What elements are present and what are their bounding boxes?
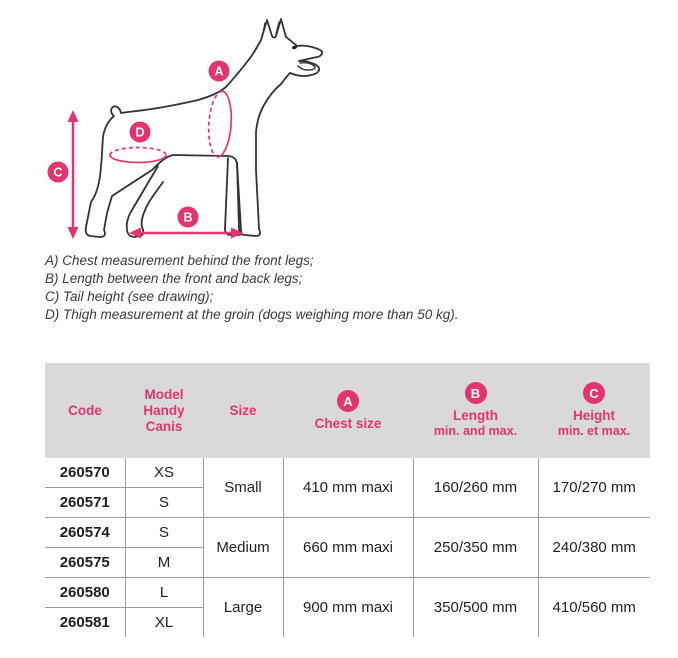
legend-line-b: B) Length between the front and back legs;: [45, 271, 303, 286]
marker-badge-c: [48, 162, 69, 183]
header-model: Model Handy Canis: [125, 363, 203, 458]
cell-code: 260574: [45, 518, 125, 548]
cell-size: Large: [203, 578, 283, 638]
cell-model: S: [125, 518, 203, 548]
cell-height: 410/560 mm: [538, 578, 650, 638]
header-chest-size: A Chest size: [283, 363, 413, 458]
chest-measure-ellipse: [209, 91, 232, 157]
header-height: C Height min. et max.: [538, 363, 650, 458]
cell-model: M: [125, 548, 203, 578]
marker-badge-b: [178, 207, 199, 228]
cell-length: 250/350 mm: [413, 518, 538, 578]
cell-code: 260580: [45, 578, 125, 608]
legend-line-d: D) Thigh measurement at the groin (dogs weighing more than 50 kg).: [45, 307, 459, 322]
table-row: [45, 578, 650, 608]
cell-chest: 410 mm maxi: [283, 458, 413, 518]
header-badge-b: B: [465, 382, 487, 404]
thigh-measure-ellipse: [110, 148, 166, 163]
header-code: Code: [45, 363, 125, 458]
cell-height: 170/270 mm: [538, 458, 650, 518]
cell-code: 260575: [45, 548, 125, 578]
header-badge-a: A: [337, 390, 359, 412]
table-header-row: [45, 363, 650, 458]
cell-size: Small: [203, 458, 283, 518]
cell-size: Medium: [203, 518, 283, 578]
cell-chest: 660 mm maxi: [283, 518, 413, 578]
legend-line-a: A) Chest measurement behind the front legs;: [45, 253, 314, 268]
dog-outline-illustration: [86, 19, 322, 237]
measurement-legend: [45, 252, 565, 324]
cell-model: L: [125, 578, 203, 608]
dog-measurement-diagram: [0, 0, 360, 255]
cell-length: 350/500 mm: [413, 578, 538, 638]
table-row: [45, 458, 650, 488]
cell-length: 160/260 mm: [413, 458, 538, 518]
cell-chest: 900 mm maxi: [283, 578, 413, 638]
cell-height: 240/380 mm: [538, 518, 650, 578]
svg-text:B: B: [183, 210, 193, 225]
header-badge-c: C: [583, 382, 605, 404]
cell-model: XS: [125, 458, 203, 488]
svg-text:C: C: [53, 165, 63, 180]
svg-text:A: A: [214, 64, 224, 79]
table-row: [45, 518, 650, 548]
cell-code: 260570: [45, 458, 125, 488]
size-table: [45, 363, 650, 637]
header-length: B Length min. and max.: [413, 363, 538, 458]
marker-badge-a: [209, 61, 230, 82]
legend-line-c: C) Tail height (see drawing);: [45, 289, 214, 304]
cell-model: S: [125, 488, 203, 518]
cell-code: 260581: [45, 608, 125, 638]
marker-badge-d: [130, 122, 151, 143]
svg-text:D: D: [135, 125, 145, 140]
header-size: Size: [203, 363, 283, 458]
cell-code: 260571: [45, 488, 125, 518]
height-arrow: [68, 110, 79, 239]
cell-model: XL: [125, 608, 203, 638]
